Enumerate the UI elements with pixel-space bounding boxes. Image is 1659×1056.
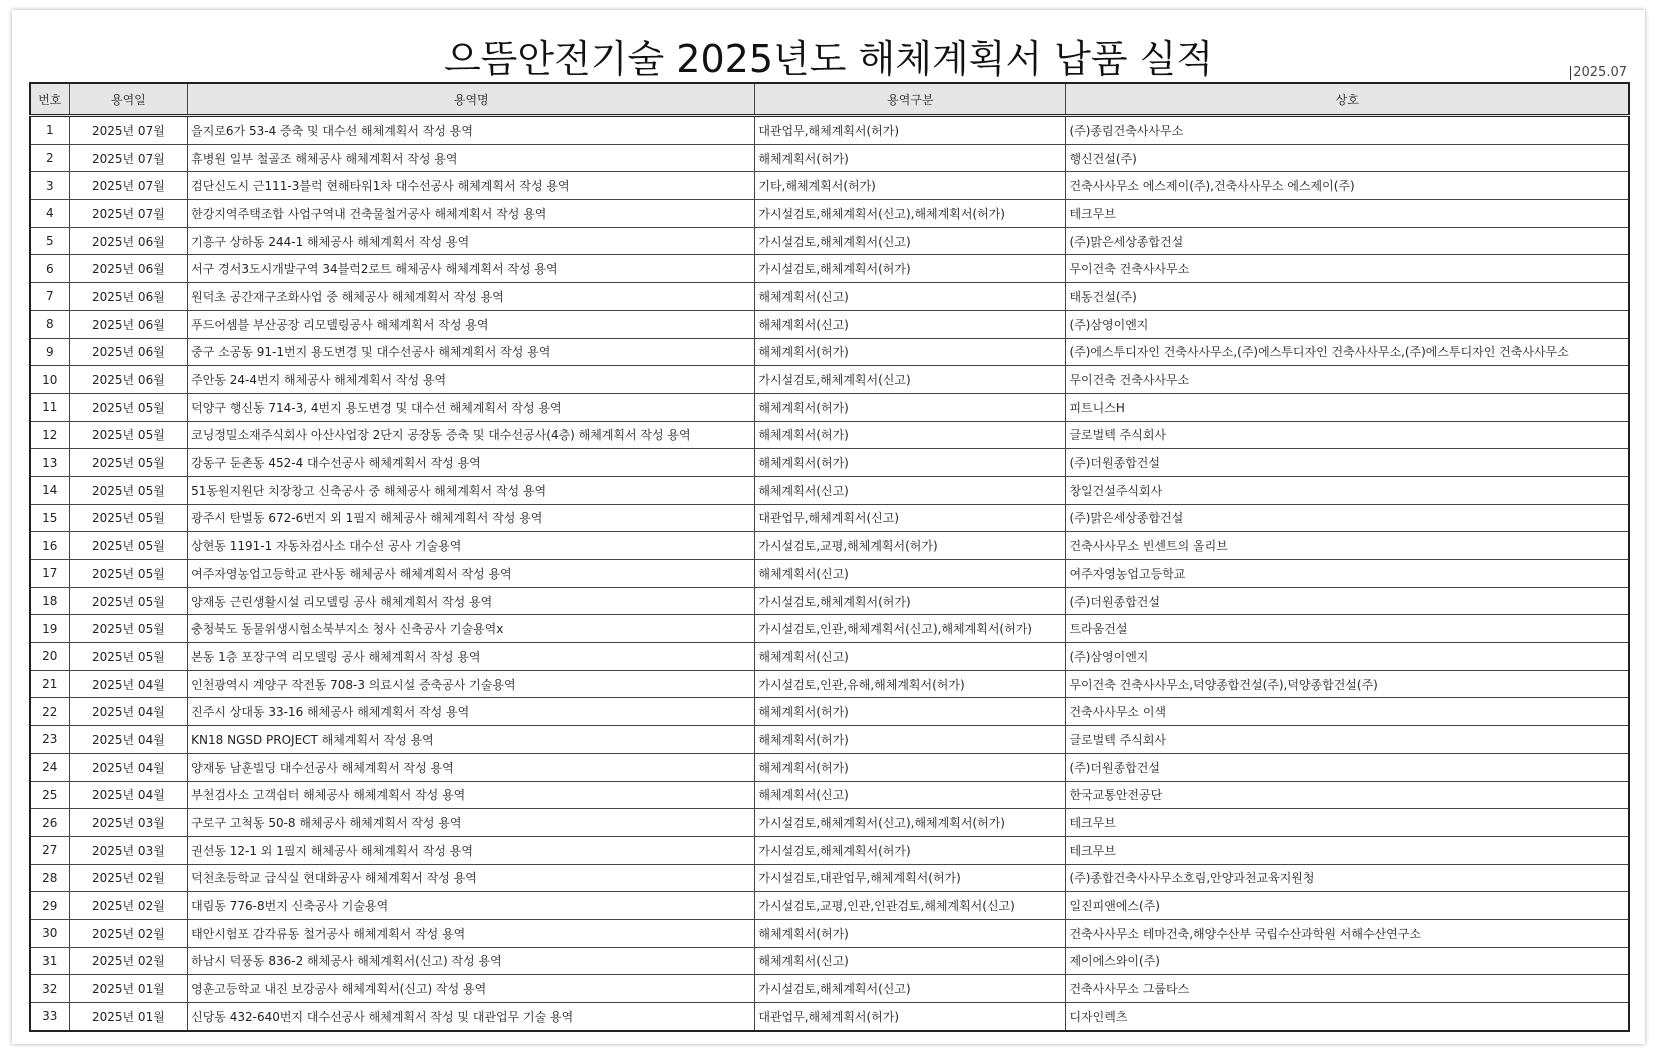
cell-service-date: 2025년 06월 <box>69 227 188 255</box>
cell-service-name: 본동 1층 포장구역 리모델링 공사 해체계획서 작성 용역 <box>188 643 755 671</box>
cell-company: 건축사사무소 테마건축,해양수산부 국립수산과학원 서해수산연구소 <box>1066 919 1629 947</box>
cell-number: 17 <box>30 560 69 588</box>
cell-service-type: 가시설검토,해체계획서(신고),해체계획서(허가) <box>755 809 1066 837</box>
page-title: 으뜸안전기술 2025년도 해체계획서 납품 실적 <box>443 37 1214 81</box>
cell-service-name: 코닝정밀소재주식회사 아산사업장 2단지 공장동 증축 및 대수선공사(4층) 해체계획서 작성 용역 <box>188 421 755 449</box>
cell-service-name: 구로구 고척동 50-8 해체공사 해체계획서 작성 용역 <box>188 809 755 837</box>
cell-service-date: 2025년 05월 <box>69 393 188 421</box>
cell-number: 33 <box>30 1003 69 1031</box>
cell-service-name: 하남시 덕풍동 836-2 해체공사 해체계획서(신고) 작성 용역 <box>188 947 755 975</box>
table-row <box>30 892 1629 920</box>
cell-service-name: 충청북도 동물위생시험소북부지소 청사 신축공사 기술용역x <box>188 615 755 643</box>
cell-service-date: 2025년 05월 <box>69 615 188 643</box>
table-row <box>30 753 1629 781</box>
table-row <box>30 255 1629 283</box>
cell-number: 18 <box>30 587 69 615</box>
table-row <box>30 587 1629 615</box>
table-row <box>30 615 1629 643</box>
cell-company: 건축사사무소 에스제이(주),건축사사무소 에스제이(주) <box>1066 172 1629 200</box>
cell-service-type: 해체계획서(허가) <box>755 393 1066 421</box>
cell-service-date: 2025년 07월 <box>69 116 188 145</box>
table-row <box>30 116 1629 145</box>
cell-service-name: 51동원지원단 치장창고 신축공사 중 해체공사 해체계획서 작성 용역 <box>188 476 755 504</box>
cell-company: (주)더원종합건설 <box>1066 753 1629 781</box>
cell-company: 일진피앤에스(주) <box>1066 892 1629 920</box>
performance-table <box>29 82 1630 1032</box>
table-row <box>30 283 1629 311</box>
cell-service-name: 부천검사소 고객쉼터 해체공사 해체계획서 작성 용역 <box>188 781 755 809</box>
cell-service-date: 2025년 04월 <box>69 726 188 754</box>
cell-service-name: 영훈고등학교 내진 보강공사 해체계획서(신고) 작성 용역 <box>188 975 755 1003</box>
cell-service-type: 해체계획서(신고) <box>755 310 1066 338</box>
cell-service-name: 덕천초등학교 급식실 현대화공사 해체계획서 작성 용역 <box>188 864 755 892</box>
cell-number: 28 <box>30 864 69 892</box>
table-row <box>30 366 1629 394</box>
cell-company: (주)맑은세상종합건설 <box>1066 227 1629 255</box>
cell-number: 20 <box>30 643 69 671</box>
cell-company: 태동건설(주) <box>1066 283 1629 311</box>
cell-service-type: 가시설검토,해체계획서(허가) <box>755 587 1066 615</box>
cell-company: (주)삼영이엔지 <box>1066 310 1629 338</box>
cell-service-date: 2025년 06월 <box>69 366 188 394</box>
cell-service-type: 해체계획서(허가) <box>755 753 1066 781</box>
table-header-row <box>30 83 1629 116</box>
cell-service-date: 2025년 06월 <box>69 255 188 283</box>
table-row <box>30 421 1629 449</box>
cell-service-date: 2025년 05월 <box>69 449 188 477</box>
cell-number: 19 <box>30 615 69 643</box>
cell-company: 건축사사무소 빈센트의 올리브 <box>1066 532 1629 560</box>
cell-company: 건축사사무소 그룹타스 <box>1066 975 1629 1003</box>
cell-service-date: 2025년 07월 <box>69 144 188 172</box>
cell-number: 30 <box>30 919 69 947</box>
cell-company: 무이건축 건축사사무소 <box>1066 255 1629 283</box>
cell-service-type: 기타,해체계획서(허가) <box>755 172 1066 200</box>
cell-service-name: 기흥구 상하동 244-1 해체공사 해체계획서 작성 용역 <box>188 227 755 255</box>
cell-company: 무이건축 건축사사무소 <box>1066 366 1629 394</box>
cell-service-type: 가시설검토,대관업무,해체계획서(허가) <box>755 864 1066 892</box>
cell-service-type: 해체계획서(허가) <box>755 338 1066 366</box>
cell-service-type: 해체계획서(신고) <box>755 560 1066 588</box>
cell-service-type: 해체계획서(허가) <box>755 144 1066 172</box>
cell-service-name: KN18 NGSD PROJECT 해체계획서 작성 용역 <box>188 726 755 754</box>
cell-service-type: 대관업무,해체계획서(허가) <box>755 1003 1066 1031</box>
cell-service-type: 가시설검토,해체계획서(신고),해체계획서(허가) <box>755 200 1066 228</box>
cell-service-type: 가시설검토,인관,해체계획서(신고),해체계획서(허가) <box>755 615 1066 643</box>
cell-company: 테크무브 <box>1066 200 1629 228</box>
cell-service-type: 해체계획서(허가) <box>755 421 1066 449</box>
cell-service-type: 대관업무,해체계획서(허가) <box>755 116 1066 145</box>
table-row <box>30 836 1629 864</box>
cell-company: 행신건설(주) <box>1066 144 1629 172</box>
table-row <box>30 310 1629 338</box>
cell-service-type: 해체계획서(허가) <box>755 726 1066 754</box>
table-row <box>30 781 1629 809</box>
cell-service-type: 가시설검토,해체계획서(허가) <box>755 255 1066 283</box>
cell-service-name: 진주시 상대동 33-16 해체공사 해체계획서 작성 용역 <box>188 698 755 726</box>
cell-number: 22 <box>30 698 69 726</box>
cell-number: 24 <box>30 753 69 781</box>
cell-number: 23 <box>30 726 69 754</box>
table-row <box>30 172 1629 200</box>
cell-number: 11 <box>30 393 69 421</box>
cell-number: 27 <box>30 836 69 864</box>
cell-company: 제이에스와이(주) <box>1066 947 1629 975</box>
cell-service-date: 2025년 01월 <box>69 975 188 1003</box>
cell-service-date: 2025년 04월 <box>69 753 188 781</box>
cell-service-name: 태안시험포 감각류동 철거공사 해체계획서 작성 용역 <box>188 919 755 947</box>
cell-service-name: 광주시 탄벌동 672-6번지 외 1필지 해체공사 해체계획서 작성 용역 <box>188 504 755 532</box>
cell-service-date: 2025년 02월 <box>69 892 188 920</box>
table-row <box>30 393 1629 421</box>
table-row <box>30 504 1629 532</box>
cell-company: (주)더원종합건설 <box>1066 449 1629 477</box>
report-date: 2025.07 <box>1570 66 1627 80</box>
cell-company: 트라움건설 <box>1066 615 1629 643</box>
cell-service-type: 가시설검토,교평,인관,인관검토,해체계획서(신고) <box>755 892 1066 920</box>
table-row <box>30 809 1629 837</box>
cell-number: 25 <box>30 781 69 809</box>
header-service-date: 용역일 <box>69 83 188 116</box>
cell-company: 디자인렉츠 <box>1066 1003 1629 1031</box>
cell-service-type: 가시설검토,인관,유해,해체계획서(허가) <box>755 670 1066 698</box>
cell-service-type: 해체계획서(신고) <box>755 283 1066 311</box>
cell-service-date: 2025년 02월 <box>69 864 188 892</box>
cell-service-date: 2025년 04월 <box>69 781 188 809</box>
table-row <box>30 726 1629 754</box>
cell-service-type: 해체계획서(신고) <box>755 643 1066 671</box>
cell-service-date: 2025년 05월 <box>69 504 188 532</box>
table-row <box>30 200 1629 228</box>
cell-number: 31 <box>30 947 69 975</box>
cell-service-name: 원덕초 공간재구조화사업 중 해체공사 해체계획서 작성 용역 <box>188 283 755 311</box>
cell-service-date: 2025년 05월 <box>69 560 188 588</box>
cell-service-type: 가시설검토,해체계획서(신고) <box>755 975 1066 1003</box>
cell-number: 16 <box>30 532 69 560</box>
cell-service-name: 서구 경서3도시개발구역 34블럭2로트 해체공사 해체계획서 작성 용역 <box>188 255 755 283</box>
table-row <box>30 864 1629 892</box>
cell-service-type: 해체계획서(허가) <box>755 919 1066 947</box>
cell-number: 26 <box>30 809 69 837</box>
cell-company: 한국교통안전공단 <box>1066 781 1629 809</box>
cell-company: 글로벌텍 주식회사 <box>1066 421 1629 449</box>
table-row <box>30 698 1629 726</box>
cell-company: (주)더원종합건설 <box>1066 587 1629 615</box>
cell-service-date: 2025년 02월 <box>69 947 188 975</box>
cell-service-type: 가시설검토,해체계획서(신고) <box>755 227 1066 255</box>
cell-number: 7 <box>30 283 69 311</box>
cell-service-date: 2025년 07월 <box>69 172 188 200</box>
cell-number: 5 <box>30 227 69 255</box>
table-row <box>30 643 1629 671</box>
cell-service-type: 해체계획서(신고) <box>755 781 1066 809</box>
cell-service-date: 2025년 05월 <box>69 643 188 671</box>
table-row <box>30 338 1629 366</box>
cell-service-name: 을지로6가 53-4 증축 및 대수선 해체계획서 작성 용역 <box>188 116 755 145</box>
cell-number: 10 <box>30 366 69 394</box>
cell-service-date: 2025년 06월 <box>69 338 188 366</box>
table-row <box>30 532 1629 560</box>
table-row <box>30 947 1629 975</box>
cell-service-date: 2025년 05월 <box>69 587 188 615</box>
header-company: 상호 <box>1066 83 1629 116</box>
cell-service-name: 신당동 432-640번지 대수선공사 해체계획서 작성 및 대관업무 기술 용역 <box>188 1003 755 1031</box>
cell-service-type: 가시설검토,교평,해체계획서(허가) <box>755 532 1066 560</box>
table-row <box>30 449 1629 477</box>
cell-service-date: 2025년 03월 <box>69 836 188 864</box>
cell-company: 여주자영농업고등학교 <box>1066 560 1629 588</box>
cell-service-date: 2025년 01월 <box>69 1003 188 1031</box>
cell-number: 14 <box>30 476 69 504</box>
cell-service-date: 2025년 06월 <box>69 310 188 338</box>
table-row <box>30 227 1629 255</box>
cell-company: (주)맑은세상종합건설 <box>1066 504 1629 532</box>
table-row <box>30 560 1629 588</box>
cell-number: 12 <box>30 421 69 449</box>
table-row <box>30 476 1629 504</box>
cell-company: (주)종림건축사사무소 <box>1066 116 1629 145</box>
cell-service-date: 2025년 05월 <box>69 532 188 560</box>
cell-service-name: 주안동 24-4번지 해체공사 해체계획서 작성 용역 <box>188 366 755 394</box>
cell-company: (주)에스투디자인 건축사사무소,(주)에스투디자인 건축사사무소,(주)에스투디자인 건축사사무소 <box>1066 338 1629 366</box>
cell-service-name: 상현동 1191-1 자동차검사소 대수선 공사 기술용역 <box>188 532 755 560</box>
header-service-type: 용역구분 <box>755 83 1066 116</box>
cell-number: 6 <box>30 255 69 283</box>
cell-number: 1 <box>30 116 69 145</box>
cell-company: 건축사사무소 이색 <box>1066 698 1629 726</box>
cell-service-type: 대관업무,해체계획서(신고) <box>755 504 1066 532</box>
cell-number: 4 <box>30 200 69 228</box>
cell-service-date: 2025년 02월 <box>69 919 188 947</box>
cell-company: (주)삼영이엔지 <box>1066 643 1629 671</box>
cell-service-type: 해체계획서(허가) <box>755 449 1066 477</box>
cell-service-name: 권선동 12-1 외 1필지 해체공사 해체계획서 작성 용역 <box>188 836 755 864</box>
cell-service-name: 한강지역주택조합 사업구역내 건축물철거공사 해체계획서 작성 용역 <box>188 200 755 228</box>
cell-number: 13 <box>30 449 69 477</box>
table-row <box>30 1003 1629 1031</box>
cell-company: 테크무브 <box>1066 809 1629 837</box>
header-number: 번호 <box>30 83 69 116</box>
cell-service-name: 강동구 둔촌동 452-4 대수선공사 해체계획서 작성 용역 <box>188 449 755 477</box>
cell-service-type: 해체계획서(허가) <box>755 698 1066 726</box>
table-row <box>30 670 1629 698</box>
cell-number: 15 <box>30 504 69 532</box>
table-row <box>30 919 1629 947</box>
document-sheet <box>12 10 1645 1044</box>
table-row <box>30 144 1629 172</box>
cell-service-name: 여주자영농업고등학교 관사동 해체공사 해체계획서 작성 용역 <box>188 560 755 588</box>
cell-service-date: 2025년 06월 <box>69 283 188 311</box>
header-service-name: 용역명 <box>188 83 755 116</box>
cell-company: (주)종합건축사사무소호림,안양과천교육지원청 <box>1066 864 1629 892</box>
cell-company: 창일건설주식회사 <box>1066 476 1629 504</box>
cell-service-date: 2025년 03월 <box>69 809 188 837</box>
cell-number: 8 <box>30 310 69 338</box>
cell-number: 32 <box>30 975 69 1003</box>
cell-service-date: 2025년 04월 <box>69 698 188 726</box>
cell-number: 21 <box>30 670 69 698</box>
cell-number: 29 <box>30 892 69 920</box>
cell-company: 테크무브 <box>1066 836 1629 864</box>
cell-service-name: 인천광역시 계양구 작전동 708-3 의료시설 증축공사 기술용역 <box>188 670 755 698</box>
cell-number: 9 <box>30 338 69 366</box>
table-row <box>30 975 1629 1003</box>
cell-service-name: 휴병원 일부 철골조 해체공사 해체계획서 작성 용역 <box>188 144 755 172</box>
cell-service-date: 2025년 04월 <box>69 670 188 698</box>
cell-service-date: 2025년 05월 <box>69 421 188 449</box>
cell-company: 글로벌텍 주식회사 <box>1066 726 1629 754</box>
cell-number: 2 <box>30 144 69 172</box>
cell-service-type: 해체계획서(신고) <box>755 947 1066 975</box>
cell-number: 3 <box>30 172 69 200</box>
cell-service-name: 대림동 776-8번지 신축공사 기술용역 <box>188 892 755 920</box>
cell-service-name: 덕양구 행신동 714-3, 4번지 용도변경 및 대수선 해체계획서 작성 용역 <box>188 393 755 421</box>
table-body <box>30 116 1629 1031</box>
cell-service-date: 2025년 05월 <box>69 476 188 504</box>
cell-service-type: 가시설검토,해체계획서(신고) <box>755 366 1066 394</box>
cell-service-type: 가시설검토,해체계획서(허가) <box>755 836 1066 864</box>
cell-service-name: 중구 소공동 91-1번지 용도변경 및 대수선공사 해체계획서 작성 용역 <box>188 338 755 366</box>
cell-service-name: 검단신도시 근111-3블럭 현해타워1차 대수선공사 해체계획서 작성 용역 <box>188 172 755 200</box>
cell-service-type: 해체계획서(신고) <box>755 476 1066 504</box>
cell-service-name: 양재동 남훈빌딩 대수선공사 해체계획서 작성 용역 <box>188 753 755 781</box>
cell-company: 무이건축 건축사사무소,덕양종합건설(주),덕양종합건설(주) <box>1066 670 1629 698</box>
cell-company: 피트니스H <box>1066 393 1629 421</box>
cell-service-name: 푸드어셈블 부산공장 리모델링공사 해체계획서 작성 용역 <box>188 310 755 338</box>
cell-service-name: 양재동 근린생활시설 리모델링 공사 해체계획서 작성 용역 <box>188 587 755 615</box>
cell-service-date: 2025년 07월 <box>69 200 188 228</box>
